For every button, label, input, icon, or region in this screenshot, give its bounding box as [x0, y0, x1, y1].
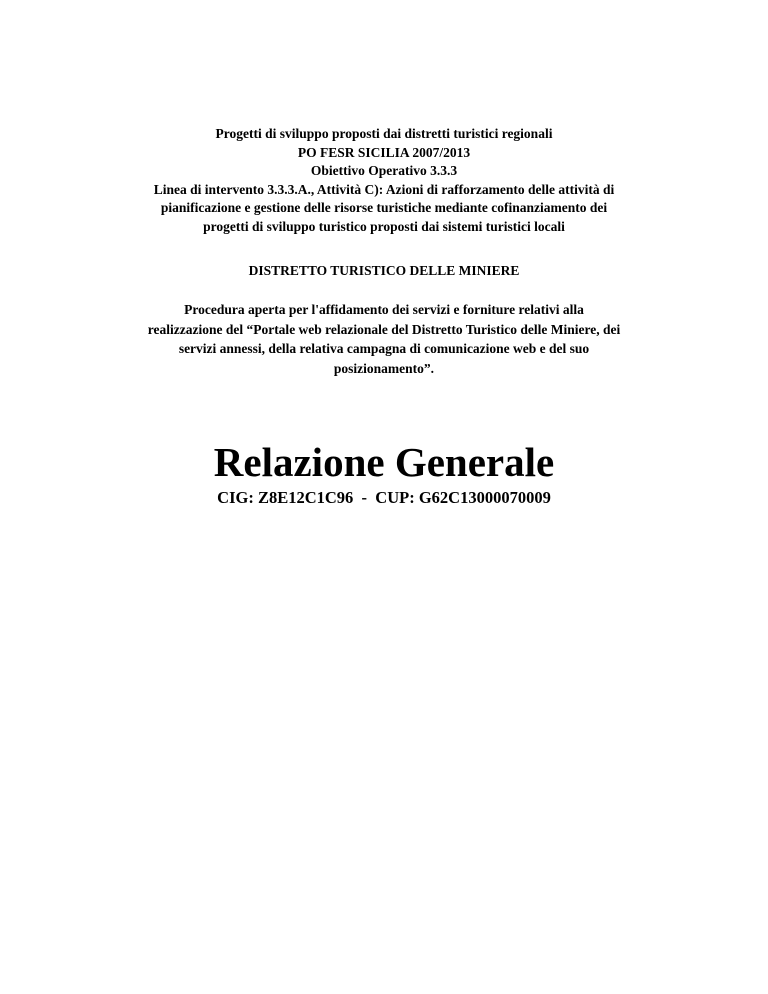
- header-line: PO FESR SICILIA 2007/2013: [297, 144, 471, 160]
- document-title: Relazione Generale: [213, 439, 555, 485]
- header-line: Obiettivo Operativo 3.3.3: [310, 163, 458, 178]
- project-header: [0, 125, 768, 236]
- header-line: pianificazione e gestione delle risorse turistiche mediante cofinanziamento dei: [160, 200, 608, 215]
- header-line: Linea di intervento 3.3.3.A., Attività C): Azioni di rafforzamento delle attività di: [153, 181, 615, 197]
- procedure-line: realizzazione del “Portale web relazionale del Distretto Turistico delle Miniere, dei: [147, 321, 621, 337]
- header-line: Progetti di sviluppo proposti dai distretti turistici regionali: [215, 126, 553, 141]
- header-line: progetti di sviluppo turistico proposti dai sistemi turistici locali: [203, 218, 565, 234]
- procedure-line: servizi annessi, della relativa campagna di comunicazione web e del suo: [178, 341, 590, 356]
- procedure-line: Procedura aperta per l'affidamento dei servizi e forniture relativi alla: [184, 302, 584, 317]
- district-name: DISTRETTO TURISTICO DELLE MINIERE: [248, 263, 520, 278]
- cig-cup-codes: CIG: Z8E12C1C96 - CUP: G62C13000070009: [217, 488, 551, 507]
- procedure-description: [0, 300, 768, 378]
- procedure-line: posizionamento”.: [333, 360, 435, 376]
